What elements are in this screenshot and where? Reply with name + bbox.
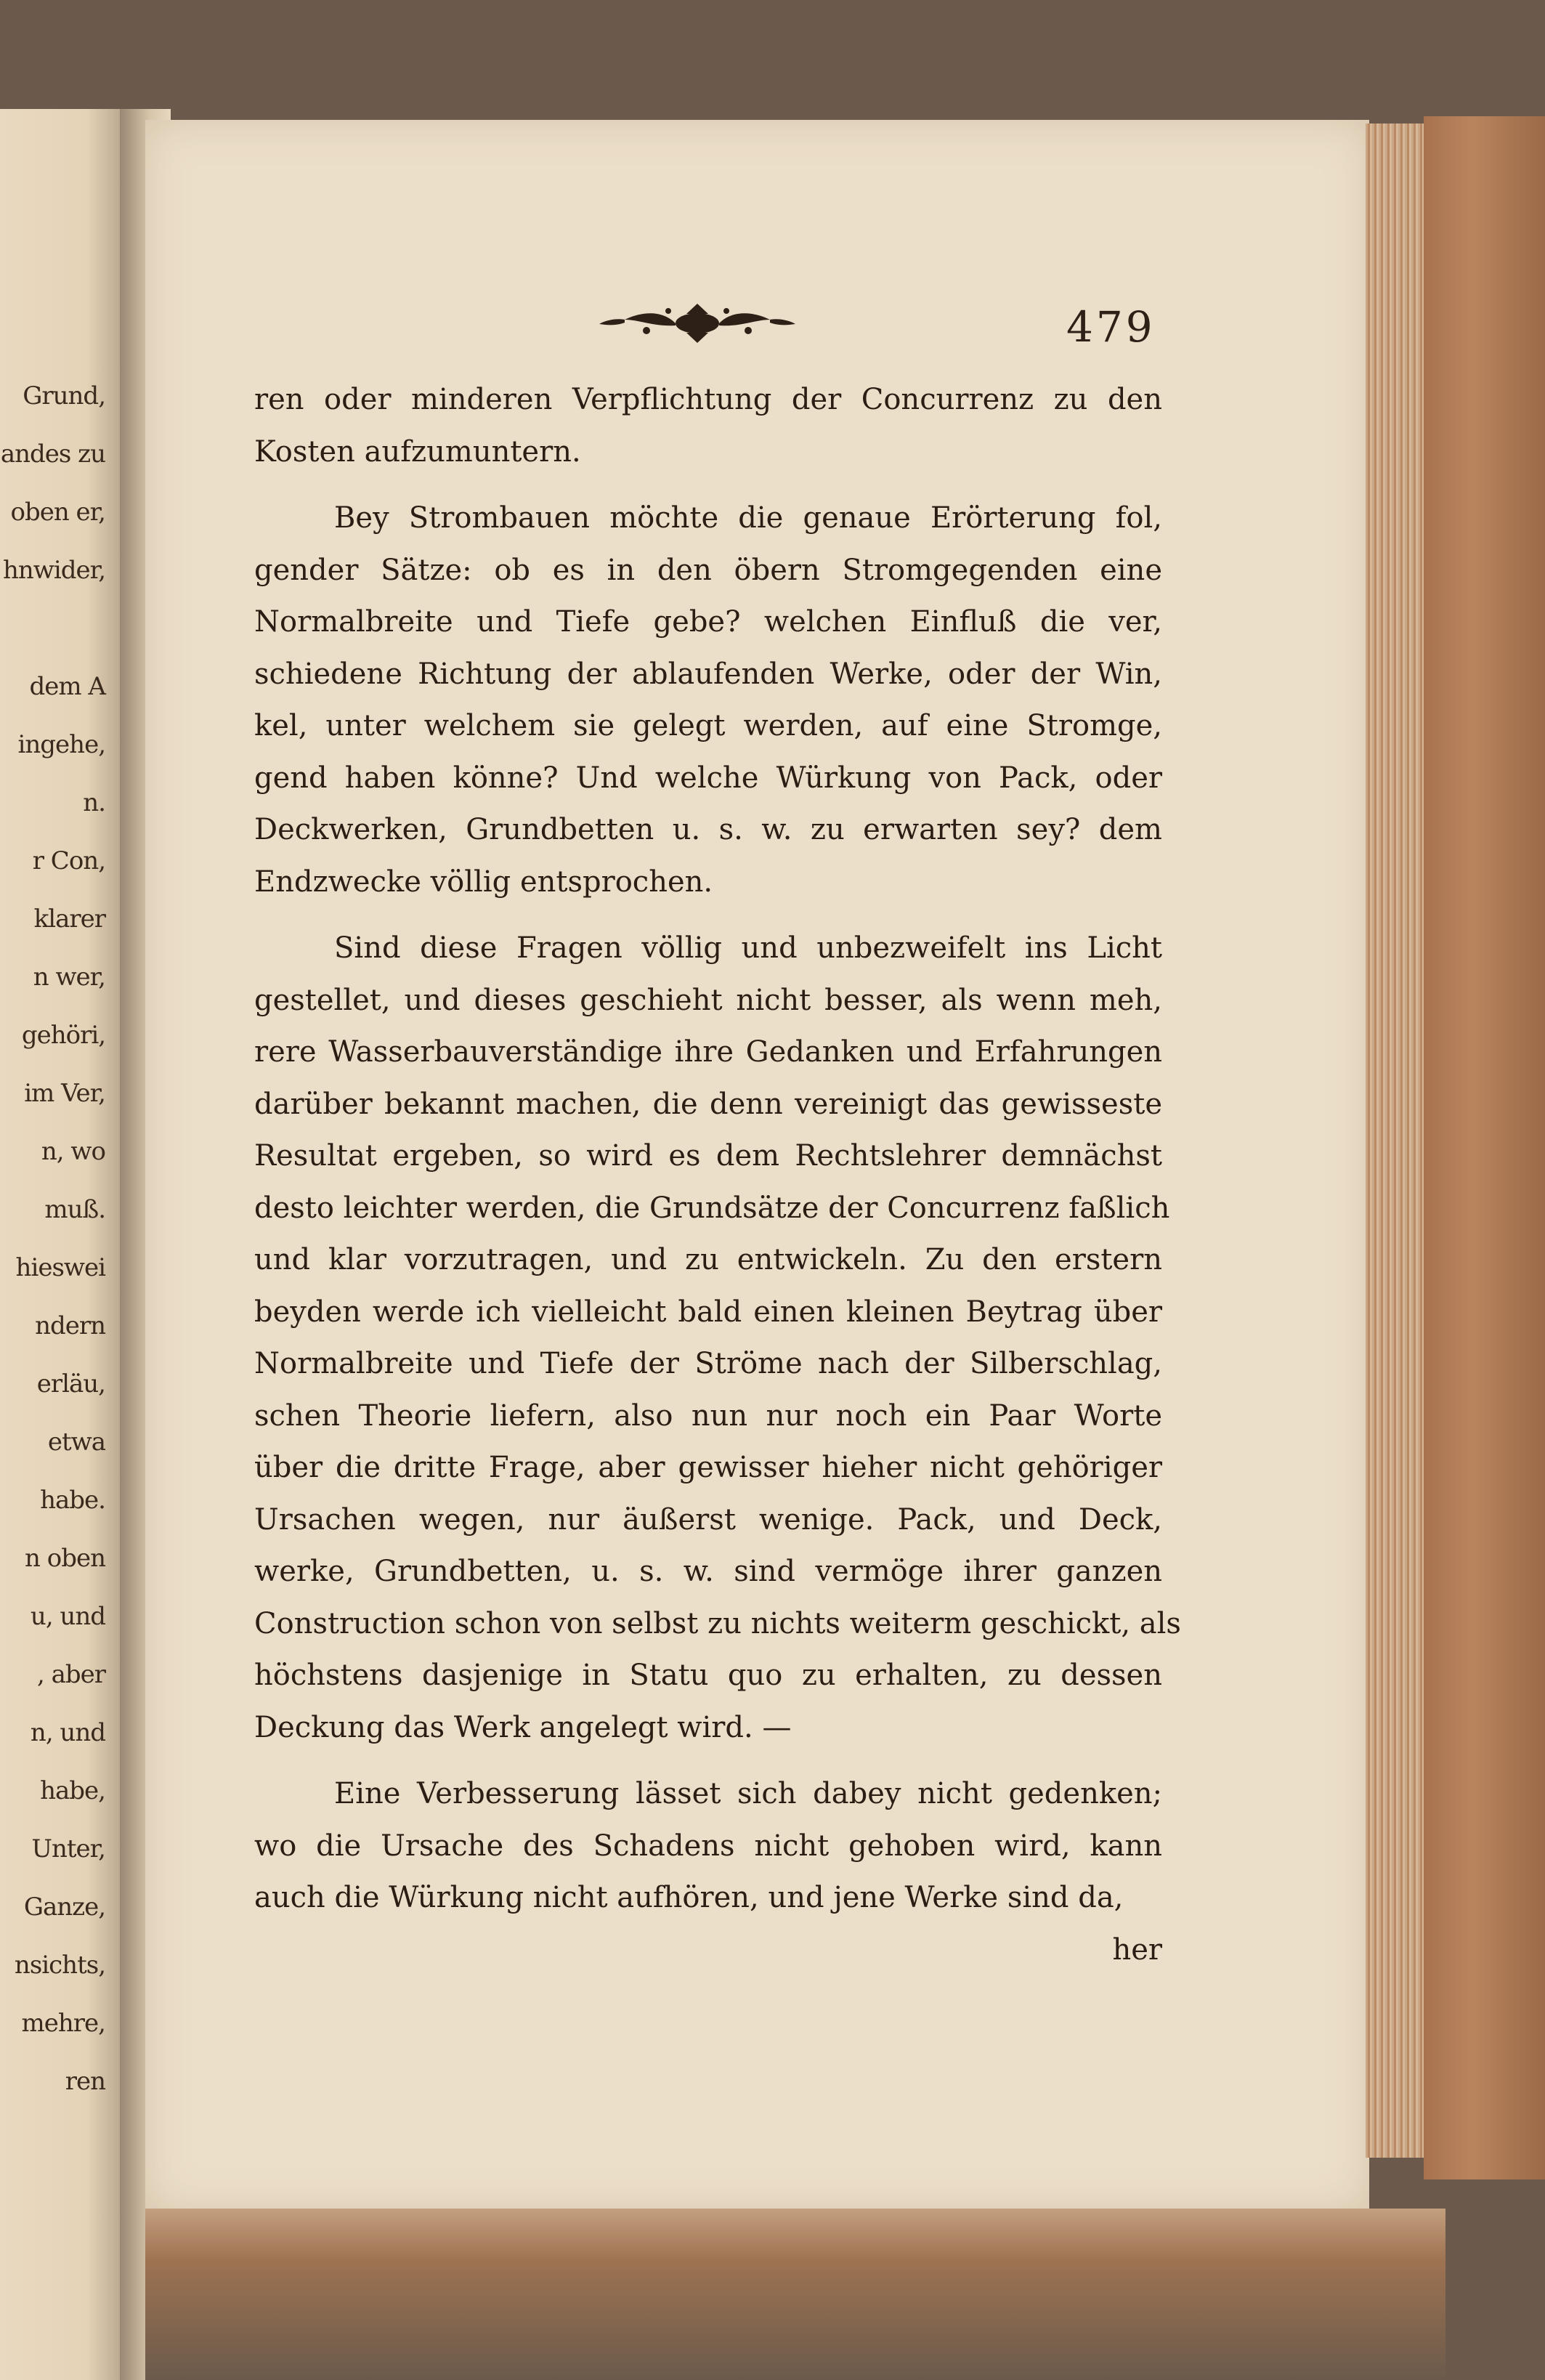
facing-page-line: habe, (40, 1776, 105, 1805)
book-cover-edge (1424, 116, 1545, 2179)
facing-page-line: u, und (30, 1602, 105, 1631)
facing-page-line: n, und (30, 1718, 105, 1747)
paragraph-gap (254, 908, 1162, 923)
paragraph-gap (254, 478, 1162, 493)
paragraph (254, 374, 1162, 478)
text-line: Deckung das Werk angelegt wird. — (254, 1710, 792, 1744)
text-line: Deckwerken, Grundbetten u. s. w. zu erwarten sey? dem (254, 813, 1162, 846)
facing-page-line: ingehe, (17, 730, 105, 759)
facing-page-line: habe. (40, 1486, 105, 1515)
text-line: Normalbreite und Tiefe gebe? welchen Einfluß die ver, (254, 605, 1162, 639)
page-body (254, 374, 1181, 1976)
facing-page-left (0, 109, 123, 2380)
text-line: desto leichter werden, die Grundsätze der Concurrenz faßlich (254, 1191, 1170, 1225)
text-line: beyden werde ich vielleicht bald einen kleinen Beytrag über (254, 1295, 1162, 1329)
page-header (596, 291, 1177, 363)
text-line: schen Theorie liefern, also nun nur noch ein Paar Worte (254, 1399, 1162, 1433)
text-line: auch die Würkung nicht aufhören, und jene Werke sind da, (254, 1881, 1124, 1914)
text-line: gestellet, und dieses geschieht nicht besser, als wenn meh, (254, 983, 1162, 1017)
text-line: rere Wasserbauverständige ihre Gedanken und Erfahrungen (254, 1035, 1162, 1069)
facing-page-line: ren (65, 2067, 105, 2096)
facing-page-line: gehöri, (21, 1021, 105, 1050)
book-bottom-edge (145, 2209, 1445, 2380)
facing-page-line: mehre, (21, 2009, 105, 2038)
facing-page-line: hnwider, (3, 556, 105, 585)
text-line: schiedene Richtung der ablaufenden Werke, oder der Win, (254, 657, 1162, 691)
text-line: wo die Ursache des Schadens nicht gehoben wird, kann (254, 1829, 1162, 1863)
paragraph-gap (254, 1754, 1162, 1768)
text-line: werke, Grundbetten, u. s. w. sind vermöge ihrer ganzen (254, 1555, 1162, 1588)
text-line: kel, unter welchem sie gelegt werden, auf eine Stromge, (254, 709, 1162, 742)
facing-page-line: etwa (47, 1428, 105, 1457)
facing-page-line: im Ver, (24, 1079, 105, 1108)
text-line: gender Sätze: ob es in den öbern Stromgegenden eine (254, 553, 1162, 587)
text-line: Normalbreite und Tiefe der Ströme nach der Silberschlag, (254, 1347, 1162, 1380)
text-line: Eine Verbesserung lässet sich dabey nicht gedenken; (334, 1777, 1162, 1810)
facing-page-line: Ganze, (23, 1893, 105, 1922)
text-line: höchstens dasjenige in Statu quo zu erhalten, zu dessen (254, 1659, 1162, 1692)
text-line: Kosten aufzumuntern. (254, 434, 581, 469)
facing-page-line: muß. (44, 1195, 105, 1224)
paragraph (254, 493, 1162, 908)
facing-page-line: erläu, (36, 1369, 105, 1399)
text-line: Endzwecke völlig entsprochen. (254, 865, 713, 899)
text-line: Sind diese Fragen völlig und unbezweifelt ins Licht (334, 931, 1162, 965)
facing-page-line: n. (83, 788, 105, 817)
text-line: ren oder minderen Verpflichtung der Concurrenz zu den (254, 383, 1162, 416)
printer-ornament-icon (596, 298, 799, 349)
facing-page-line (0, 599, 120, 657)
facing-page-line: nsichts, (14, 1951, 105, 1980)
text-line: Bey Strombauen möchte die genaue Erörterung fol, (334, 501, 1162, 535)
facing-page-line: oben er, (10, 498, 105, 527)
facing-page-text (0, 367, 120, 2110)
paragraph (254, 923, 1181, 1754)
text-line: Ursachen wegen, nur äußerst wenige. Pack, und Deck, (254, 1502, 1162, 1537)
facing-page-line: r Con, (32, 846, 105, 875)
paragraph (254, 1768, 1162, 1924)
facing-page-line: dem A (29, 672, 105, 701)
facing-page-line: n, wo (41, 1137, 105, 1166)
page-number: 479 (1066, 302, 1156, 352)
facing-page-line: n oben (25, 1544, 105, 1573)
facing-page-line: klarer (33, 904, 105, 934)
facing-page-line: Unter, (31, 1834, 105, 1863)
text-line: Construction schon von selbst zu nichts weiterm geschickt, als (254, 1606, 1181, 1640)
facing-page-line: andes zu (0, 440, 105, 469)
text-line: Resultat ergeben, so wird es dem Rechtslehrer demnächst (254, 1139, 1162, 1173)
facing-page-line: ndern (35, 1311, 105, 1340)
facing-page-line: Grund, (23, 381, 105, 410)
text-line: über die dritte Frage, aber gewisser hieher nicht gehöriger (254, 1451, 1162, 1484)
facing-page-line: n wer, (33, 963, 105, 992)
text-line: und klar vorzutragen, und zu entwickeln. Zu den erstern (254, 1243, 1162, 1276)
text-line: gend haben könne? Und welche Würkung von Pack, oder (254, 761, 1162, 795)
text-line: darüber bekannt machen, die denn vereinigt das gewisseste (254, 1087, 1162, 1121)
facing-page-line: , aber (36, 1660, 105, 1689)
facing-page-line: hieswei (15, 1253, 105, 1282)
catchword: her (1112, 1932, 1162, 1967)
